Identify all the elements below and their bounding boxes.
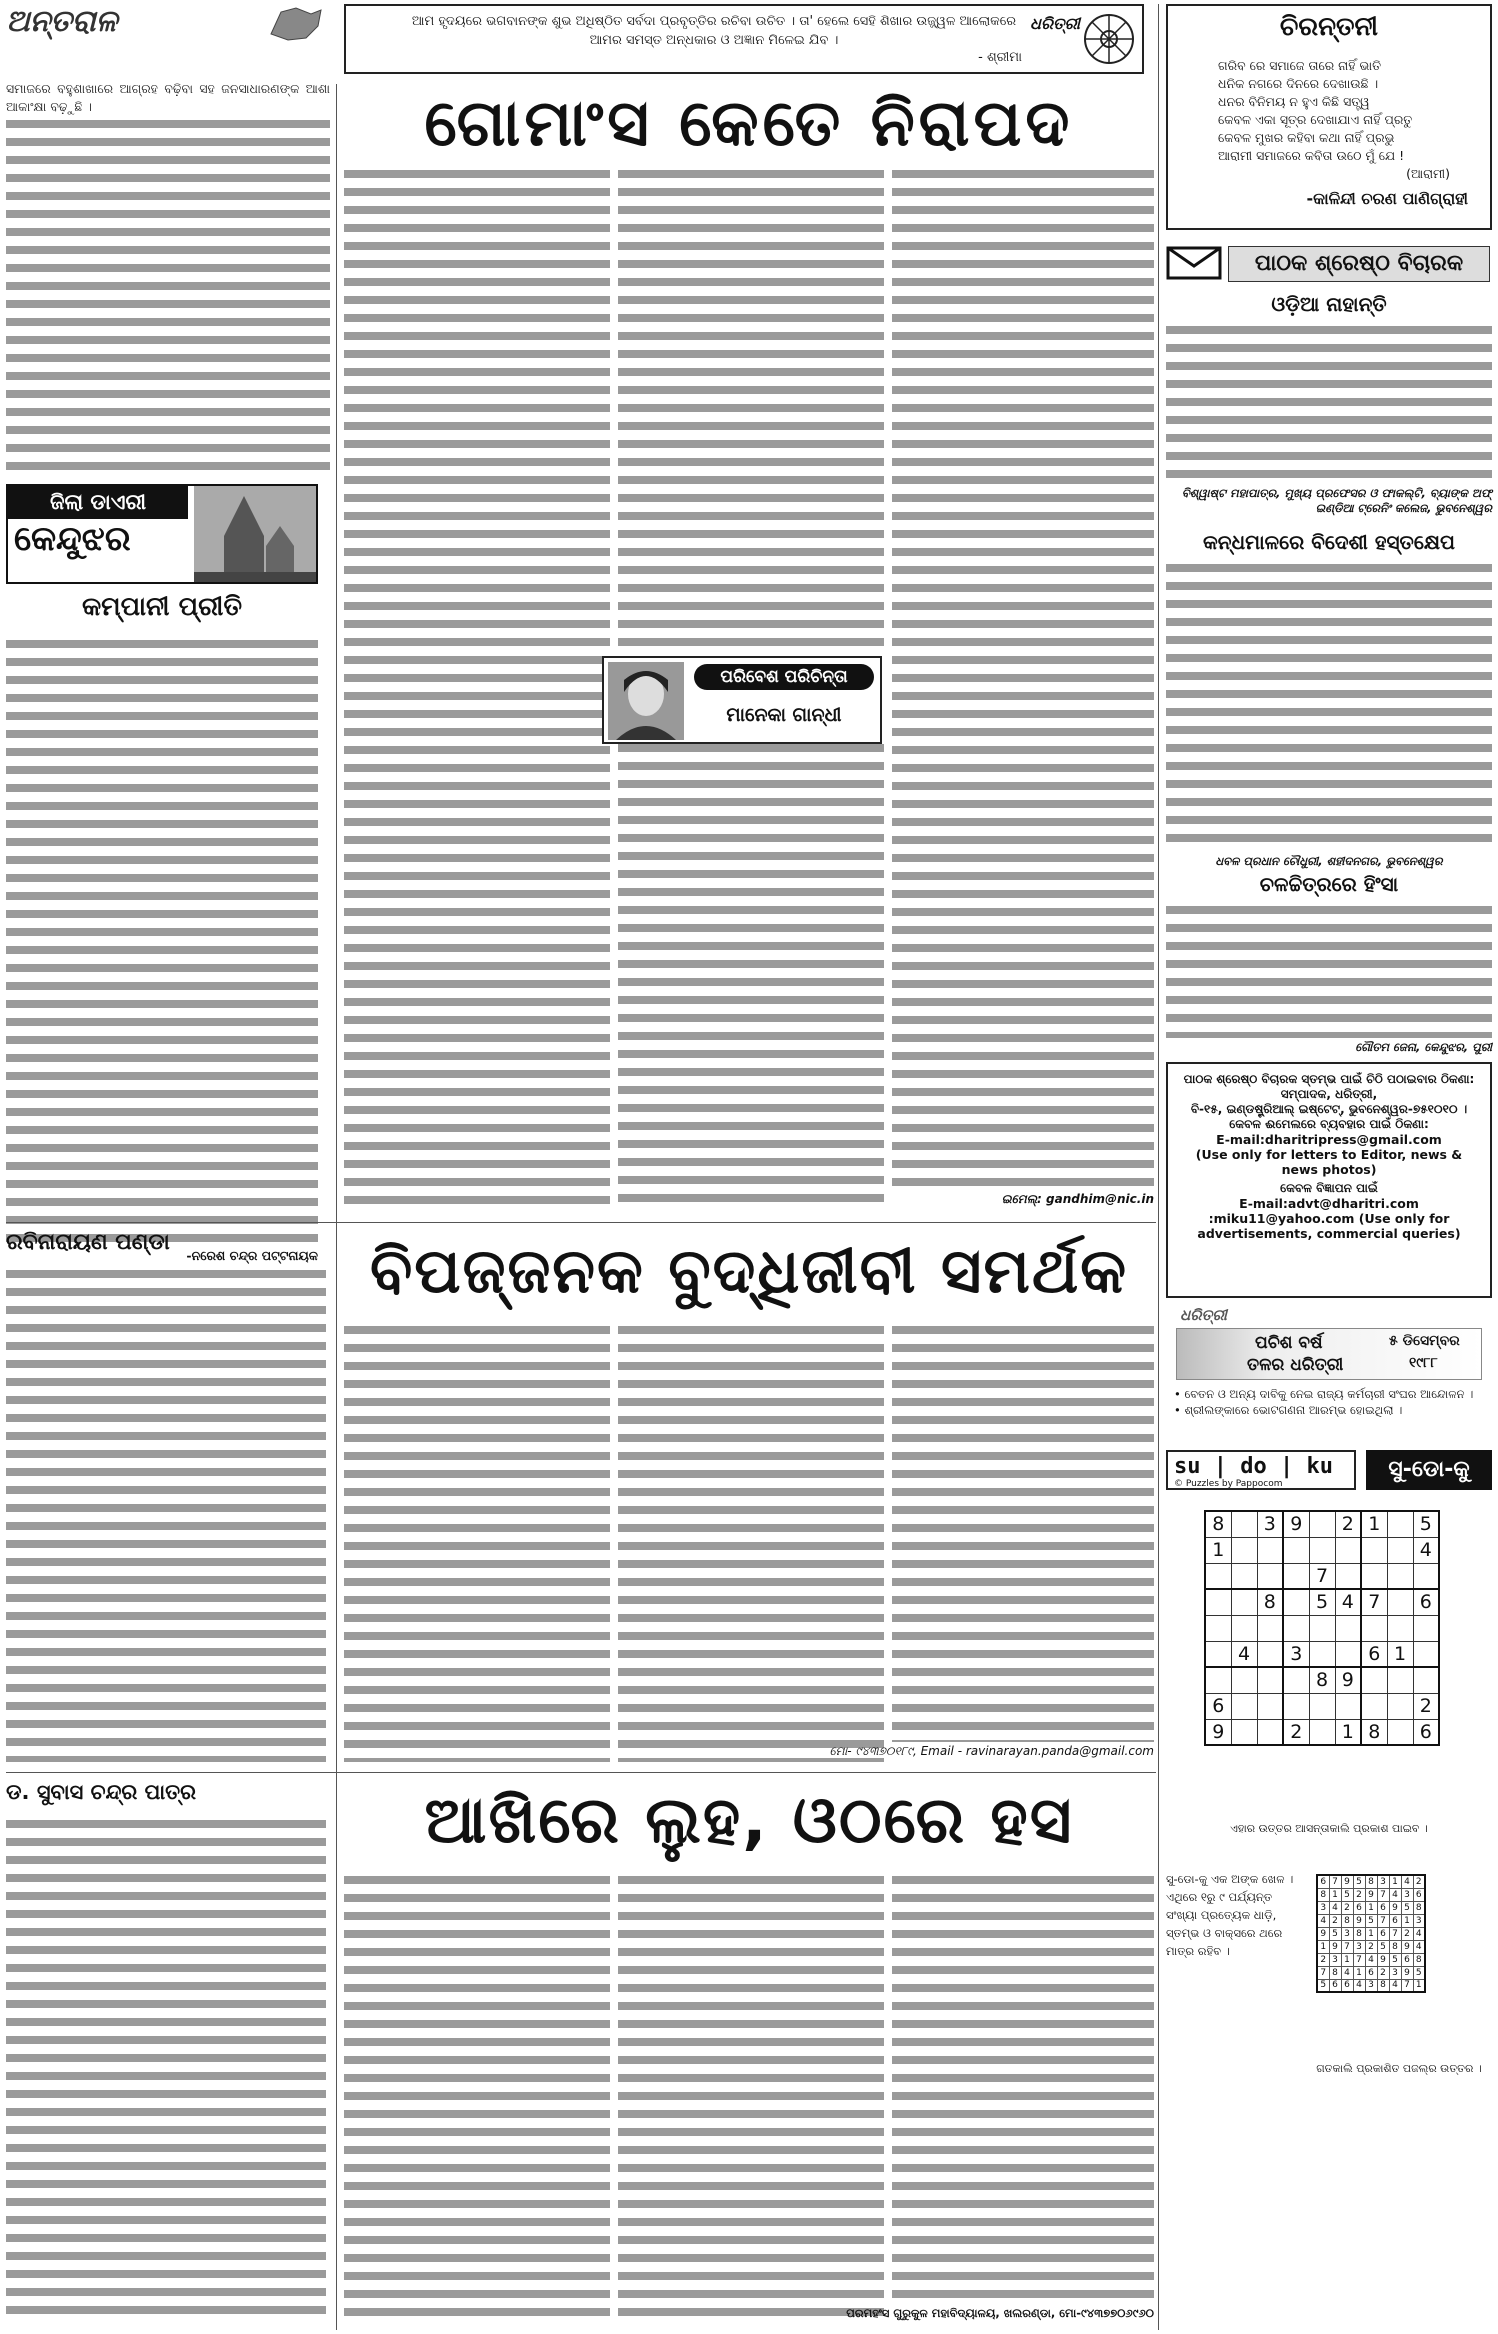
- solution-cell: 9: [1329, 1940, 1341, 1953]
- solution-cell: 7: [1353, 1953, 1365, 1966]
- solution-cell: 5: [1377, 1940, 1389, 1953]
- sudoku-cell: 6: [1413, 1589, 1439, 1615]
- letter-1: [1166, 292, 1492, 528]
- paper-logo: [1030, 14, 1080, 64]
- solution-cell: 1: [1329, 1888, 1341, 1901]
- sudoku-cell: 1: [1361, 1511, 1387, 1537]
- solution-cell: 5: [1329, 1927, 1341, 1940]
- sudoku-cell: [1387, 1719, 1413, 1745]
- sudoku-cell: [1257, 1537, 1283, 1563]
- solution-cell: 8: [1389, 1940, 1401, 1953]
- sudoku-cell: 2: [1283, 1719, 1309, 1745]
- solution-cell: 9: [1317, 1927, 1329, 1940]
- sudoku-cell: 5: [1413, 1511, 1439, 1537]
- sudoku-cell: [1361, 1615, 1387, 1641]
- sudoku-cell: [1283, 1667, 1309, 1693]
- sudoku-cell: [1283, 1693, 1309, 1719]
- poem-line: କେବଳ ମୁଖର କହିବା କଥା ନାହିଁ ପ୍ରଭୁ: [1218, 130, 1395, 145]
- sudoku-cell: [1309, 1537, 1335, 1563]
- solution-cell: 6: [1413, 1888, 1425, 1901]
- solution-cell: 8: [1329, 1966, 1341, 1979]
- sudoku-cell: [1387, 1563, 1413, 1589]
- letter-2-signature: ଧବଳ ପ୍ରଧାନ ଚୌଧୁରୀ, ଶହୀଦନଗର, ଭୁବନେଶ୍ୱର: [1215, 854, 1443, 868]
- columnist-label: ପରିବେଶ ପରିଚିନ୍ତା: [694, 664, 874, 690]
- chirantani-title: ଚିରନ୍ତନୀ: [1279, 12, 1379, 42]
- sudoku-cell: 8: [1309, 1667, 1335, 1693]
- sudoku-cell: [1205, 1589, 1231, 1615]
- years-left-label: ପଚିଶ ବର୍ଷ: [1255, 1333, 1323, 1353]
- solution-cell: 6: [1329, 1979, 1341, 1992]
- sudoku-cell: [1309, 1615, 1335, 1641]
- section-logo: [6, 4, 336, 44]
- letter-3-title: ଚଳଚ୍ଚିତ୍ରରେ ହିଂସା: [1259, 872, 1399, 896]
- sudoku-rules: ସୁ-ଡୋ-କୁ ଏକ ଅଙ୍କ ଖେଳ । ଏଥିରେ ୧ରୁ ୯ ପର୍ଯ୍ୟନ୍ତ ସଂଖ୍ୟା ପ୍ରତ୍ୟେକ ଧାଡ଼ି, ସ୍ତମ୍ଭ ଓ ବାକ୍ସରେ ଥରେ ମାତ୍ର ରହିବ ।: [1166, 1872, 1294, 1958]
- solution-cell: 5: [1389, 1953, 1401, 1966]
- solution-cell: 1: [1317, 1940, 1329, 1953]
- article-3-col-3: [618, 1872, 884, 2322]
- sudoku-cell: 8: [1205, 1511, 1231, 1537]
- solution-cell: 6: [1401, 1953, 1413, 1966]
- solution-cell: 7: [1329, 1875, 1341, 1888]
- solution-cell: 6: [1389, 1914, 1401, 1927]
- article-1-email[interactable]: ଇମେଲ୍: gandhim@nic.in: [1001, 1192, 1154, 1206]
- sudoku-cell: [1361, 1563, 1387, 1589]
- solution-cell: 3: [1317, 1901, 1329, 1914]
- sudoku-cell: 6: [1361, 1641, 1387, 1667]
- sudoku-section: [1166, 1450, 1492, 2330]
- letter-3-signature: ଗୌତମ ଜେନା, କେନ୍ଦୁଝର, ପୁରୀ: [1355, 1040, 1492, 1054]
- sudoku-cell: [1361, 1537, 1387, 1563]
- sudoku-cell: [1231, 1719, 1257, 1745]
- solution-cell: 3: [1353, 1940, 1365, 1953]
- letters-header: [1166, 242, 1492, 286]
- years-bullet: • ଶ୍ରୀଲଙ୍କାରେ ଭୋଟଗଣନା ଆରମ୍ଭ ହୋଇଥିଲା ।: [1174, 1403, 1403, 1417]
- left-section-title: କମ୍ପାନୀ ପ୍ରୀତି: [81, 592, 243, 622]
- solution-cell: 9: [1377, 1953, 1389, 1966]
- sudoku-cell: [1257, 1615, 1283, 1641]
- address-box: [1166, 1062, 1492, 1298]
- article-2-byline: ରବିନାରାୟଣ ପଣ୍ଡା: [6, 1230, 170, 1255]
- solution-cell: 1: [1353, 1966, 1365, 1979]
- sudoku-cell: [1387, 1589, 1413, 1615]
- years-banner: [1176, 1328, 1482, 1380]
- headline-3: ଆଖିରେ ଲୁହ, ଓଠରେ ହସ: [424, 1784, 1074, 1858]
- temple-icon: [194, 486, 316, 582]
- sudoku-cell: [1257, 1719, 1283, 1745]
- sudoku-cell: [1387, 1693, 1413, 1719]
- article-3-contact: ପରମହଂସ ଗୁରୁକୁଳ ମହାବିଦ୍ୟାଳୟ, ଖଲରଣ୍ଡା, ମୋ-୯୪୩୭୭୦୬୯୬୦: [846, 2306, 1154, 2320]
- solution-cell: 6: [1377, 1927, 1389, 1940]
- solution-cell: 9: [1365, 1888, 1377, 1901]
- poem-line: ଆରାମୀ ସମାଜରେ କବିତା ଉଠେ ମୁଁ ଯେ !: [1218, 148, 1405, 163]
- solution-cell: 5: [1413, 1966, 1425, 1979]
- sudoku-solution-grid: [1316, 1874, 1426, 1993]
- sudoku-cell: [1387, 1615, 1413, 1641]
- sudoku-cell: [1205, 1641, 1231, 1667]
- sudoku-cell: [1335, 1693, 1361, 1719]
- solution-cell: 2: [1365, 1940, 1377, 1953]
- sudoku-cell: 4: [1413, 1537, 1439, 1563]
- quote-author: - ଶ୍ରୀମା: [978, 50, 1022, 65]
- sudoku-cell: 9: [1335, 1667, 1361, 1693]
- solution-cell: 7: [1341, 1940, 1353, 1953]
- solution-cell: 2: [1317, 1953, 1329, 1966]
- solution-cell: 5: [1365, 1914, 1377, 1927]
- solution-cell: 5: [1401, 1901, 1413, 1914]
- solution-cell: 7: [1377, 1914, 1389, 1927]
- solution-cell: 6: [1317, 1875, 1329, 1888]
- solution-cell: 6: [1365, 1966, 1377, 1979]
- sudoku-cell: [1257, 1563, 1283, 1589]
- sudoku-cell: 1: [1205, 1537, 1231, 1563]
- address-title: ପାଠକ ଶ୍ରେଷ୍ଠ ବିଚାରକ ସ୍ତମ୍ଭ ପାଇଁ ଚିଠି ପଠାଇବାର ଠିକଣା:: [1183, 1072, 1475, 1086]
- sudoku-cell: 6: [1205, 1693, 1231, 1719]
- sudoku-cell: [1283, 1615, 1309, 1641]
- solution-cell: 8: [1413, 1953, 1425, 1966]
- solution-cell: 7: [1401, 1979, 1413, 1992]
- solution-cell: 2: [1413, 1875, 1425, 1888]
- sudoku-cell: [1231, 1511, 1257, 1537]
- poem-line: (ଆରାମୀ): [1406, 166, 1450, 181]
- solution-cell: 9: [1353, 1914, 1365, 1927]
- sudoku-cell: [1413, 1615, 1439, 1641]
- odisha-map-icon: [266, 4, 326, 44]
- sudoku-cell: 2: [1335, 1511, 1361, 1537]
- section-logo-text: ଅନ୍ତରାଳ: [6, 4, 118, 39]
- solution-cell: 1: [1413, 1979, 1425, 1992]
- letter-3: [1166, 872, 1492, 1052]
- chakra-emblem-icon: [1082, 12, 1136, 66]
- sudoku-cell: 9: [1205, 1719, 1231, 1745]
- solution-cell: 2: [1341, 1901, 1353, 1914]
- solution-cell: 5: [1317, 1979, 1329, 1992]
- sudoku-cell: 7: [1361, 1589, 1387, 1615]
- solution-cell: 8: [1377, 1979, 1389, 1992]
- sudoku-cell: 7: [1309, 1563, 1335, 1589]
- sudoku-cell: 9: [1283, 1511, 1309, 1537]
- address-line: କେବଳ ବିଜ୍ଞାପନ ପାଇଁ: [1280, 1181, 1378, 1195]
- sudoku-cell: [1283, 1563, 1309, 1589]
- solution-cell: 9: [1389, 1901, 1401, 1914]
- diary-district: କେନ୍ଦୁଝର: [14, 519, 131, 559]
- sudoku-cell: [1309, 1641, 1335, 1667]
- paper-logo-text: ଧରିତ୍ରୀ: [1030, 14, 1080, 33]
- solution-cell: 8: [1341, 1914, 1353, 1927]
- sudoku-cell: 1: [1335, 1719, 1361, 1745]
- sudoku-cell: [1309, 1511, 1335, 1537]
- solution-cell: 7: [1317, 1966, 1329, 1979]
- sudoku-cell: [1283, 1589, 1309, 1615]
- sudoku-cell: 4: [1231, 1641, 1257, 1667]
- sudoku-cell: 8: [1257, 1589, 1283, 1615]
- sudoku-cell: [1257, 1693, 1283, 1719]
- letter-1-title: ଓଡ଼ିଆ ନାହାନ୍ତି: [1271, 292, 1387, 316]
- poem: [1168, 57, 1490, 183]
- left-article-body: [6, 636, 318, 1246]
- letter-1-body: [1166, 322, 1492, 482]
- poem-line: ଧନିକ ନଗରେ ଦିନରେ ଦେଖାଉଛି ।: [1218, 76, 1379, 91]
- years-bullets: [1174, 1386, 1486, 1418]
- solution-cell: 9: [1341, 1875, 1353, 1888]
- sudoku-cell: 2: [1413, 1693, 1439, 1719]
- solution-cell: 3: [1389, 1966, 1401, 1979]
- sudoku-cell: [1387, 1537, 1413, 1563]
- solution-cell: 2: [1329, 1914, 1341, 1927]
- sudoku-cell: [1335, 1537, 1361, 1563]
- columnist-photo: [608, 662, 684, 740]
- solution-caption: ଗତକାଲି ପ୍ରକାଶିତ ପଜଲ୍‌ର ଉତ୍ତର ।: [1316, 2062, 1482, 2075]
- sudoku-cell: [1335, 1563, 1361, 1589]
- sudoku-cell: [1257, 1667, 1283, 1693]
- chirantani-box: [1166, 4, 1492, 230]
- columnist-box: [602, 656, 882, 744]
- sudoku-title: ସୁ-ଡୋ-କୁ: [1366, 1450, 1492, 1490]
- solution-cell: 3: [1341, 1927, 1353, 1940]
- solution-cell: 4: [1389, 1979, 1401, 1992]
- advt-email[interactable]: E-mail:advt@dharitri.com: [1239, 1196, 1419, 1211]
- diary-label: ଜିଲା ଡାଏରୀ: [8, 486, 188, 519]
- sudoku-cell: [1231, 1537, 1257, 1563]
- solution-cell: 5: [1353, 1875, 1365, 1888]
- article-2-contact[interactable]: ମୋ- ୯୪୩୭୦୧୮୯, Email - ravinarayan.panda@gmail.com: [829, 1744, 1154, 1758]
- years-date-year: ୧୯୮୮: [1409, 1355, 1438, 1371]
- solution-cell: 9: [1401, 1940, 1413, 1953]
- article-2-col-4: [892, 1322, 1154, 1742]
- solution-cell: 4: [1389, 1888, 1401, 1901]
- sudoku-cell: [1231, 1667, 1257, 1693]
- solution-cell: 3: [1365, 1979, 1377, 1992]
- solution-cell: 4: [1401, 1875, 1413, 1888]
- sudoku-cell: 1: [1387, 1641, 1413, 1667]
- solution-cell: 6: [1377, 1901, 1389, 1914]
- sudoku-caption: ଏହାର ଉତ୍ତର ଆସନ୍ତାକାଲି ପ୍ରକାଶ ପାଇବ ।: [1230, 1822, 1428, 1835]
- article-3-col-2: [344, 1872, 610, 2322]
- sudoku-brand-text: su | do | ku: [1174, 1454, 1333, 1479]
- sudoku-cell: 3: [1257, 1511, 1283, 1537]
- sudoku-grid: [1204, 1510, 1440, 1746]
- sudoku-brand: [1166, 1450, 1356, 1490]
- solution-cell: 6: [1353, 1901, 1365, 1914]
- years-date-day: ୫ ଡିସେମ୍ବର: [1389, 1333, 1460, 1349]
- years-logo: ଧରିତ୍ରୀ: [1180, 1306, 1227, 1324]
- sudoku-cell: [1283, 1537, 1309, 1563]
- sudoku-cell: 6: [1413, 1719, 1439, 1745]
- sudoku-cell: [1231, 1589, 1257, 1615]
- article-1-col-1: [344, 166, 610, 1210]
- solution-cell: 8: [1353, 1927, 1365, 1940]
- solution-cell: 8: [1317, 1888, 1329, 1901]
- quote-text: ଆମ ହୃଦୟରେ ଭଗବାନଙ୍କ ଶୁଭ ଅଧିଷ୍ଠିତ ସର୍ବଦା ପ୍ରବୃତ୍ତିର ରଚିବା ଉଚିତ । ତା' ହେଲେ ସେହି ଶିଖାର ଉଜ୍ଜ୍ୱଳ ଆଲୋକରେ ଆମର ସମସ୍ତ ଅନ୍ଧକାର ଓ ଅଜ୍ଞାନ ମିଳେଇ ଯିବ ।: [411, 14, 1017, 48]
- years-box: [1166, 1306, 1492, 1442]
- poem-line: ଗରିବ ରେ ସମାଜେ ତାରେ ନାହିଁ ଭାତି: [1218, 58, 1382, 73]
- solution-cell: 3: [1329, 1953, 1341, 1966]
- solution-cell: 1: [1365, 1927, 1377, 1940]
- solution-cell: 4: [1413, 1940, 1425, 1953]
- letter-2-body: [1166, 560, 1492, 850]
- sudoku-cell: [1413, 1641, 1439, 1667]
- sudoku-cell: [1361, 1693, 1387, 1719]
- solution-cell: 4: [1317, 1914, 1329, 1927]
- address-line: ସମ୍ପାଦକ, ଧରିତ୍ରୀ,: [1280, 1087, 1378, 1101]
- solution-cell: 8: [1365, 1875, 1377, 1888]
- solution-cell: 6: [1341, 1979, 1353, 1992]
- letters-title: ପାଠକ ଶ୍ରେଷ୍ଠ ବିଚାରକ: [1228, 246, 1490, 282]
- years-bullet: • ବେତନ ଓ ଅନ୍ୟ ଦାବିକୁ ନେଇ ରାଜ୍ୟ କର୍ମଚାରୀ ସଂଘର ଆନ୍ଦୋଳନ ।: [1174, 1387, 1474, 1401]
- address-line: ବି-୧୫, ଇଣ୍ଡଷ୍ଟ୍ରିଆଲ୍ ଇଷ୍ଟେଟ୍, ଭୁବନେଶ୍ୱର-୭୫୧୦୧୦ ।: [1190, 1102, 1468, 1116]
- solution-cell: 7: [1377, 1888, 1389, 1901]
- poem-line: କେବଳ ଏକା ସୂତ୍ର ଦେଖାଯାଏ ନାହିଁ ପ୍ରତୁ: [1218, 112, 1413, 127]
- sudoku-cell: [1205, 1563, 1231, 1589]
- solution-cell: 1: [1389, 1875, 1401, 1888]
- poem-author: -କାଳିନ୍ଦୀ ଚରଣ ପାଣିଗ୍ରାହୀ: [1306, 189, 1468, 208]
- headline-1: ଗୋମାଂସ କେତେ ନିରାପଦ: [424, 87, 1074, 161]
- solution-cell: 3: [1377, 1875, 1389, 1888]
- poem-line: ଧନର ବିନିମୟ ନ ହୁଏ କିଛି ସତ୍ତ୍ୱ: [1218, 94, 1370, 109]
- sudoku-cell: 4: [1335, 1589, 1361, 1615]
- sudoku-cell: 3: [1283, 1641, 1309, 1667]
- left-intro-lead: ସମାଜରେ ବହୁଶାଖାରେ ଆଗ୍ରହ ବଢ଼ିବା ସହ ଜନସାଧାରଣଙ୍କ ଆଶା ଆକାଂକ୍ଷା ବଢ଼ୁଛି ।: [6, 81, 330, 114]
- left-intro-body: [6, 116, 330, 476]
- avatar: [608, 662, 684, 740]
- sudoku-cell: [1231, 1693, 1257, 1719]
- solution-cell: 1: [1401, 1914, 1413, 1927]
- columnist-name: ମାନେକା ଗାନ୍ଧୀ: [726, 704, 842, 726]
- letter-1-signature: ବିଶ୍ୱାଷ୍ଟ ମହାପାତ୍ର, ମୁଖ୍ୟ ପ୍ରଫେସର ଓ ଫାକଲ୍ଟି, ବ୍ୟାଙ୍କ ଅଫ୍ ଇଣ୍ଡିଆ ଟ୍ରେନିଂ କଲେଜ, ଭୁବନେଶ୍ୱର: [1181, 486, 1492, 515]
- solution-cell: 1: [1365, 1901, 1377, 1914]
- solution-cell: 4: [1341, 1966, 1353, 1979]
- sudoku-cell: [1361, 1667, 1387, 1693]
- solution-cell: 1: [1341, 1953, 1353, 1966]
- sudoku-cell: [1257, 1641, 1283, 1667]
- advt-email-alt[interactable]: :miku11@yahoo.com (Use only for advertisements, commercial queries): [1197, 1211, 1461, 1241]
- years-left-sub: ତଳର ଧରିତ୍ରୀ: [1247, 1355, 1344, 1375]
- solution-cell: 5: [1341, 1888, 1353, 1901]
- solution-cell: 3: [1401, 1888, 1413, 1901]
- solution-cell: 2: [1401, 1927, 1413, 1940]
- left-byline: -ନରେଶ ଚନ୍ଦ୍ର ପଟ୍ଟନାୟକ: [186, 1248, 318, 1263]
- letter-2-title: କନ୍ଧମାଳରେ ବିଦେଶୀ ହସ୍ତକ୍ଷେପ: [1203, 530, 1455, 554]
- sudoku-cell: [1413, 1563, 1439, 1589]
- article-2-col-2: [344, 1322, 610, 1762]
- sudoku-cell: 8: [1361, 1719, 1387, 1745]
- sudoku-cell: [1231, 1563, 1257, 1589]
- sudoku-cell: [1335, 1615, 1361, 1641]
- envelope-icon: [1166, 246, 1222, 280]
- solution-cell: 2: [1353, 1888, 1365, 1901]
- sudoku-cell: [1309, 1719, 1335, 1745]
- article-2-col-1: [6, 1266, 326, 1762]
- sudoku-cell: [1387, 1511, 1413, 1537]
- solution-cell: 2: [1377, 1966, 1389, 1979]
- sudoku-cell: [1205, 1615, 1231, 1641]
- sudoku-cell: 5: [1309, 1589, 1335, 1615]
- letter-3-body: [1166, 902, 1492, 1038]
- left-column: [6, 80, 330, 1280]
- headline-2: ବିପଜ୍ଜନକ ବୁଦ୍ଧିଜୀବୀ ସମର୍ଥକ: [369, 1234, 1129, 1307]
- left-intro: [6, 80, 330, 476]
- solution-cell: 4: [1353, 1979, 1365, 1992]
- quote-box: [344, 4, 1144, 74]
- sudoku-cell: [1335, 1641, 1361, 1667]
- solution-cell: 4: [1413, 1927, 1425, 1940]
- solution-cell: 8: [1413, 1901, 1425, 1914]
- article-3-col-4: [892, 1872, 1154, 2302]
- article-1-col-2b: [618, 740, 884, 1210]
- solution-cell: 3: [1413, 1914, 1425, 1927]
- sudoku-cell: [1205, 1667, 1231, 1693]
- sudoku-cell: [1309, 1693, 1335, 1719]
- article-1-col-2: [618, 166, 884, 648]
- sudoku-cell: [1231, 1615, 1257, 1641]
- article-2-col-3: [618, 1322, 884, 1762]
- sudoku-brand-sub: © Puzzles by Pappocom: [1174, 1479, 1283, 1489]
- sudoku-cell: [1413, 1667, 1439, 1693]
- article-3-col-1: [6, 1816, 326, 2322]
- solution-cell: 4: [1329, 1901, 1341, 1914]
- solution-cell: 4: [1365, 1953, 1377, 1966]
- article-1-col-3: [892, 166, 1154, 1188]
- letter-2: [1166, 530, 1492, 866]
- address-line: କେବଳ ଈମେଲରେ ବ୍ୟବହାର ପାଇଁ ଠିକଣା:: [1229, 1117, 1429, 1131]
- article-3-byline: ଡ. ସୁବାସ ଚନ୍ଦ୍ର ପାତ୍ର: [6, 1780, 197, 1804]
- editor-email[interactable]: E-mail:dharitripress@gmail.com: [1216, 1132, 1442, 1147]
- sudoku-cell: [1387, 1667, 1413, 1693]
- district-diary: [6, 484, 318, 584]
- editor-email-note: (Use only for letters to Editor, news & news photos): [1195, 1147, 1463, 1177]
- solution-cell: 9: [1401, 1966, 1413, 1979]
- solution-cell: 7: [1389, 1927, 1401, 1940]
